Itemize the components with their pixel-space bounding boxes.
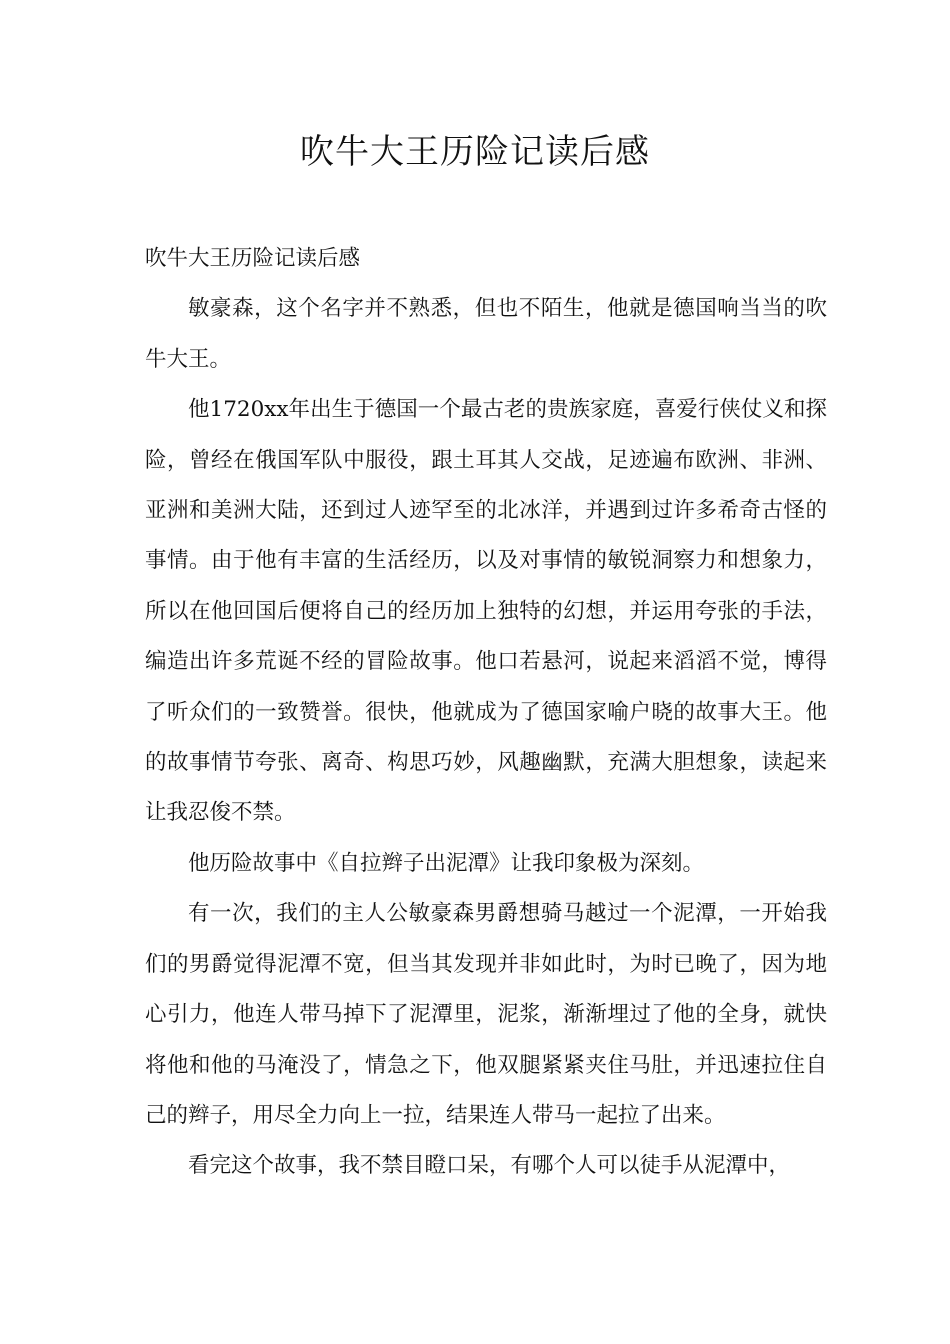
paragraph-2: 他1720xx年出生于德国一个最古老的贵族家庭，喜爱行侠仗义和探险，曾经在俄国军队中服役，跟土耳其人交战，足迹遍布欧洲、非洲、亚洲和美洲大陆，还到过人迹罕至的北冰洋，并遇到过许多希奇古怪的事情。由于他有丰富的生活经历，以及对事情的敏锐洞察力和想象力，所以在他回国后便将自己的经历加上独特的幻想，并运用夸张的手法，编造出许多荒诞不经的冒险故事。他口若悬河，说起来滔滔不觉，博得了听众们的一致赞誉。很快，他就成为了德国家喻户晓的故事大王。他的故事情节夸张、离奇、构思巧妙，风趣幽默，充满大胆想象，读起来让我忍俊不禁。 [145,397,827,826]
paragraph-5: 看完这个故事，我不禁目瞪口呆，有哪个人可以徒手从泥潭中， [188,1153,791,1179]
paragraph-1: 敏豪森，这个名字并不熟悉，但也不陌生，他就是德国响当当的吹牛大王。 [145,296,827,372]
paragraph-4: 有一次，我们的主人公敏豪森男爵想骑马越过一个泥潭，一开始我们的男爵觉得泥潭不宽，但当其发现并非如此时，为时已晚了，因为地心引力，他连人带马掉下了泥潭里，泥浆，渐渐埋过了他的全身，就快将他和他的马淹没了，情急之下，他双腿紧紧夹住马肚，并迅速拉住自己的辫子，用尽全力向上一拉，结果连人带马一起拉了出来。 [145,901,827,1128]
document-title: 吹牛大王历险记读后感 [300,132,650,172]
document-subtitle: 吹牛大王历险记读后感 [145,246,361,271]
paragraph-3: 他历险故事中《自拉辫子出泥潭》让我印象极为深刻。 [188,850,705,876]
document-body [145,234,827,1192]
